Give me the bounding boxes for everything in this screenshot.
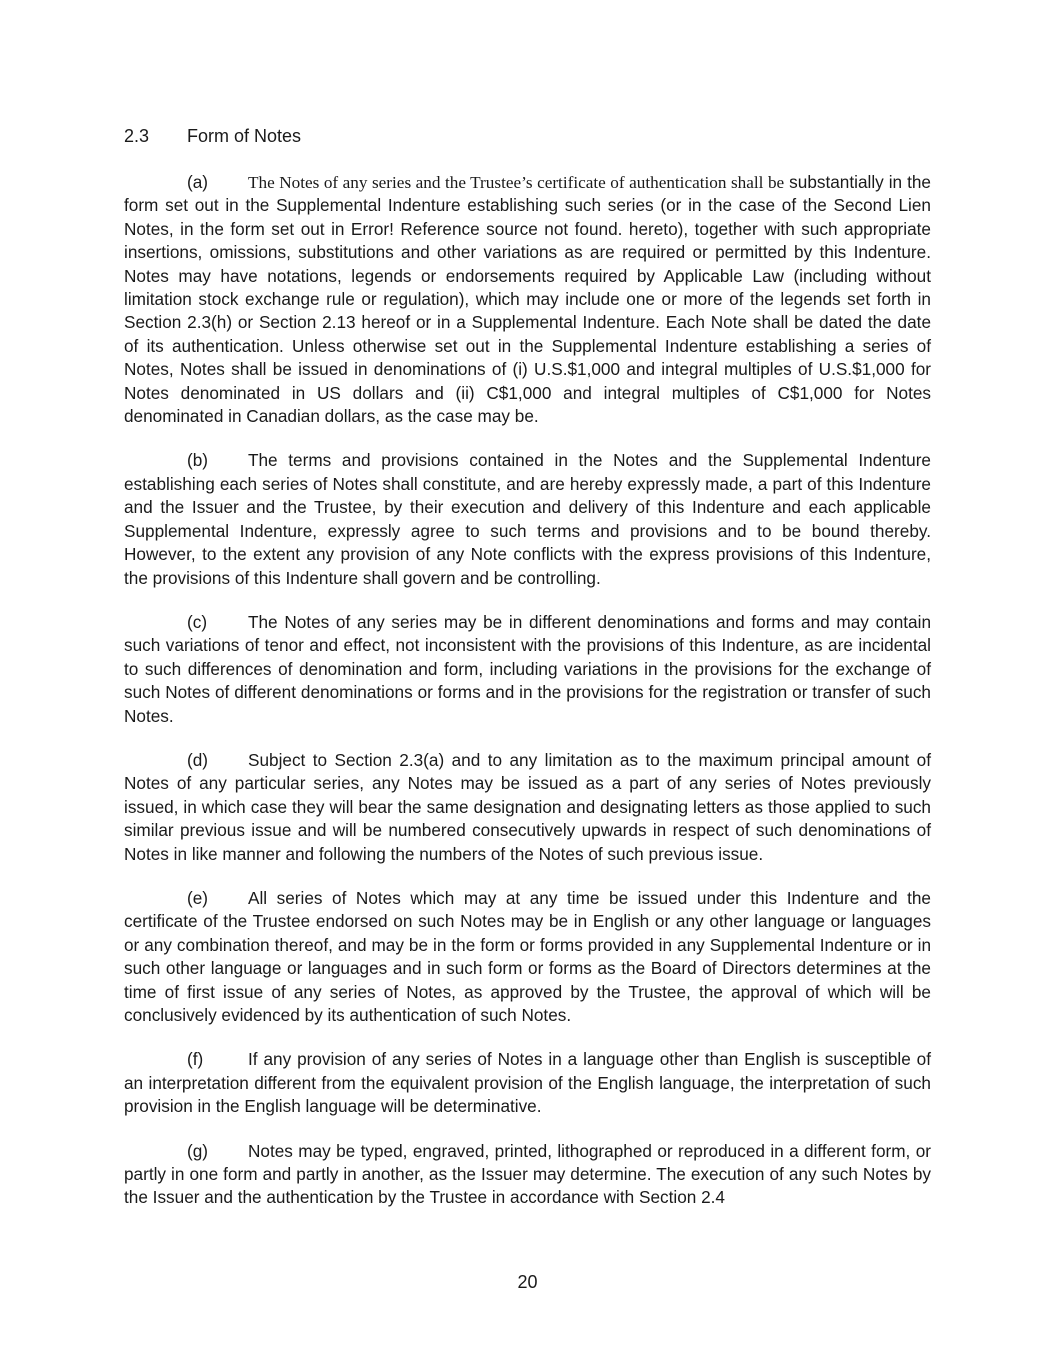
paragraph-text: If any provision of any series of Notes in a language other than English is susceptible of an interpretation different from the equivalent provision of the English language, the interpretation of such provision in the English language will be determinative.: [124, 1049, 931, 1117]
paragraph-label: (a): [187, 172, 209, 192]
section-title: Form of Notes: [187, 126, 302, 146]
section-body: [124, 171, 931, 1231]
paragraph-g: [124, 1140, 931, 1210]
paragraph-label: (e): [187, 887, 209, 908]
paragraph-c: [124, 611, 931, 728]
paragraph-label: (d): [187, 749, 209, 770]
section-number: 2.3: [124, 126, 150, 146]
paragraph-a: [124, 171, 931, 428]
paragraph-text: The Notes of any series may be in different denominations and forms and may contain such variations of tenor and effect, not inconsistent with the provisions of this Indenture, as are incidental to such differences of denomination and form, including variations in the provisions for the exchange of such Notes of different denominations or forms and in the provisions for the registration or transfer of such Notes.: [124, 611, 931, 726]
paragraph-e: [124, 887, 931, 1027]
paragraph-label: (c): [187, 611, 208, 632]
paragraph-b: [124, 449, 931, 589]
paragraph-text: Notes may be typed, engraved, printed, lithographed or reproduced in a different form, or partly in one form and partly in another, as the Issuer may determine. The execution of any such Notes by the Issuer and the authentication by the Trustee in accordance with Section 2.4: [124, 1140, 931, 1208]
paragraph-text: Subject to Section 2.3(a) and to any limitation as to the maximum principal amount of Notes of any particular series, any Notes may be issued as a part of any series of Notes previously issued, in which case they will bear the same designation and designating letters as those applied to such similar previous issue and will be numbered consecutively upwards in respect of such denominations of Notes in like manner and following the numbers of the Notes of such previous issue.: [124, 749, 931, 864]
paragraph-label: (g): [187, 1140, 209, 1161]
paragraph-text: substantially in the form set out in the Supplemental Indenture establishing such series (or in the case of the Second Lien Notes, in the form set out in Error! Reference source not found. hereto), together with such appropriate insertions, omissions, substitutions and other variations as are required or permitted by this Indenture. Notes may have notations, legends or endorsements required by Applicable Law (including without limitation stock exchange rule or regulation), which may include one or more of the legends set forth in Section 2.3(h) or Section 2.13 hereof or in a Supplemental Indenture. Each Note shall be dated the date of its authentication. Unless otherwise set out in the Supplemental Indenture establishing a series of Notes, Notes shall be issued in denominations of (i) U.S.$1,000 and integral multiples of U.S.$1,000 for Notes denominated in US dollars and (ii) C$1,000 and integral multiples of C$1,000 for Notes denominated in Canadian dollars, as the case may be.: [124, 172, 931, 427]
page-number: 20: [517, 1272, 538, 1292]
section-heading: [124, 124, 301, 148]
paragraph-lead-text: The Notes of any series and the Trustee’s certificate of authentication shall be: [248, 173, 785, 192]
paragraph-f: [124, 1048, 931, 1118]
paragraph-label: (b): [187, 450, 209, 471]
paragraph-text: The terms and provisions contained in the Notes and the Supplemental Indenture establishing each series of Notes shall constitute, and are hereby expressly made, a part of this Indenture and the Issuer and the Trustee, by their execution and delivery of this Indenture and each applicable Supplemental Indenture, expressly agree to such terms and provisions and to be bound thereby. However, to the extent any provision of any Note conflicts with the express provisions of this Indenture, the provisions of this Indenture shall govern and be controlling.: [124, 450, 931, 588]
paragraph-d: [124, 749, 931, 866]
paragraph-text: All series of Notes which may at any time be issued under this Indenture and the certificate of the Trustee endorsed on such Notes may be in English or any other language or languages or any combination thereof, and may be in the form or forms provided in any Supplemental Indenture or in such other language or languages and in such form or forms as the Board of Directors determines at the time of first issue of any series of Notes, as approved by the Trustee, the approval of which will be conclusively evidenced by its authentication of such Notes.: [124, 887, 931, 1025]
paragraph-label: (f): [187, 1049, 204, 1070]
